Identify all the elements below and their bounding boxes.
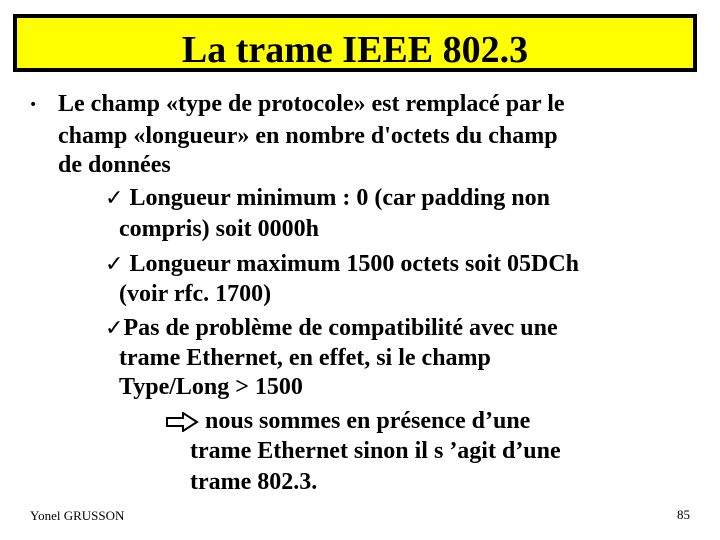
arrow-item-line-2: trame Ethernet sinon il s ’agit d’une — [190, 438, 561, 464]
check-icon: ✓ — [105, 186, 124, 211]
sub-item-2-text-1: Longueur maximum 1500 octets soit 05DCh — [129, 251, 579, 277]
hollow-arrow-icon — [165, 412, 199, 432]
sub-item-3-line-2: trame Ethernet, en effet, si le champ — [119, 345, 491, 371]
bullet-line-3: de données — [58, 152, 171, 178]
check-icon: ✓ — [105, 252, 124, 277]
sub-item-1-text-1: Longueur minimum : 0 (car padding non — [129, 185, 550, 211]
sub-item-1-line-2: compris) soit 0000h — [119, 216, 319, 242]
page-number: 85 — [677, 507, 690, 522]
title-banner — [13, 14, 697, 72]
check-icon: ✓ — [105, 316, 124, 341]
slide-title: La trame IEEE 802.3 — [181, 29, 529, 71]
bullet-marker: • — [29, 97, 38, 113]
sub-item-3-line-1 — [105, 316, 558, 340]
sub-item-3-text-1: Pas de problème de compatibilité avec une — [123, 315, 558, 341]
bullet-line-2: champ «longueur» en nombre d'octets du champ — [58, 123, 558, 149]
sub-item-1-line-1 — [105, 186, 550, 210]
sub-item-2-line-2: (voir rfc. 1700) — [119, 281, 272, 307]
arrow-item-text-1: nous sommes en présence d’une — [205, 408, 531, 434]
sub-item-3-line-3: Type/Long > 1500 — [119, 374, 303, 400]
arrow-item-line-1 — [165, 409, 530, 433]
bullet-line-1: Le champ «type de protocole» est remplacé par le — [58, 91, 565, 117]
sub-item-2-line-1 — [105, 252, 579, 276]
arrow-item-line-3: trame 802.3. — [190, 469, 318, 495]
footer-author: Yonel GRUSSON — [30, 508, 125, 523]
